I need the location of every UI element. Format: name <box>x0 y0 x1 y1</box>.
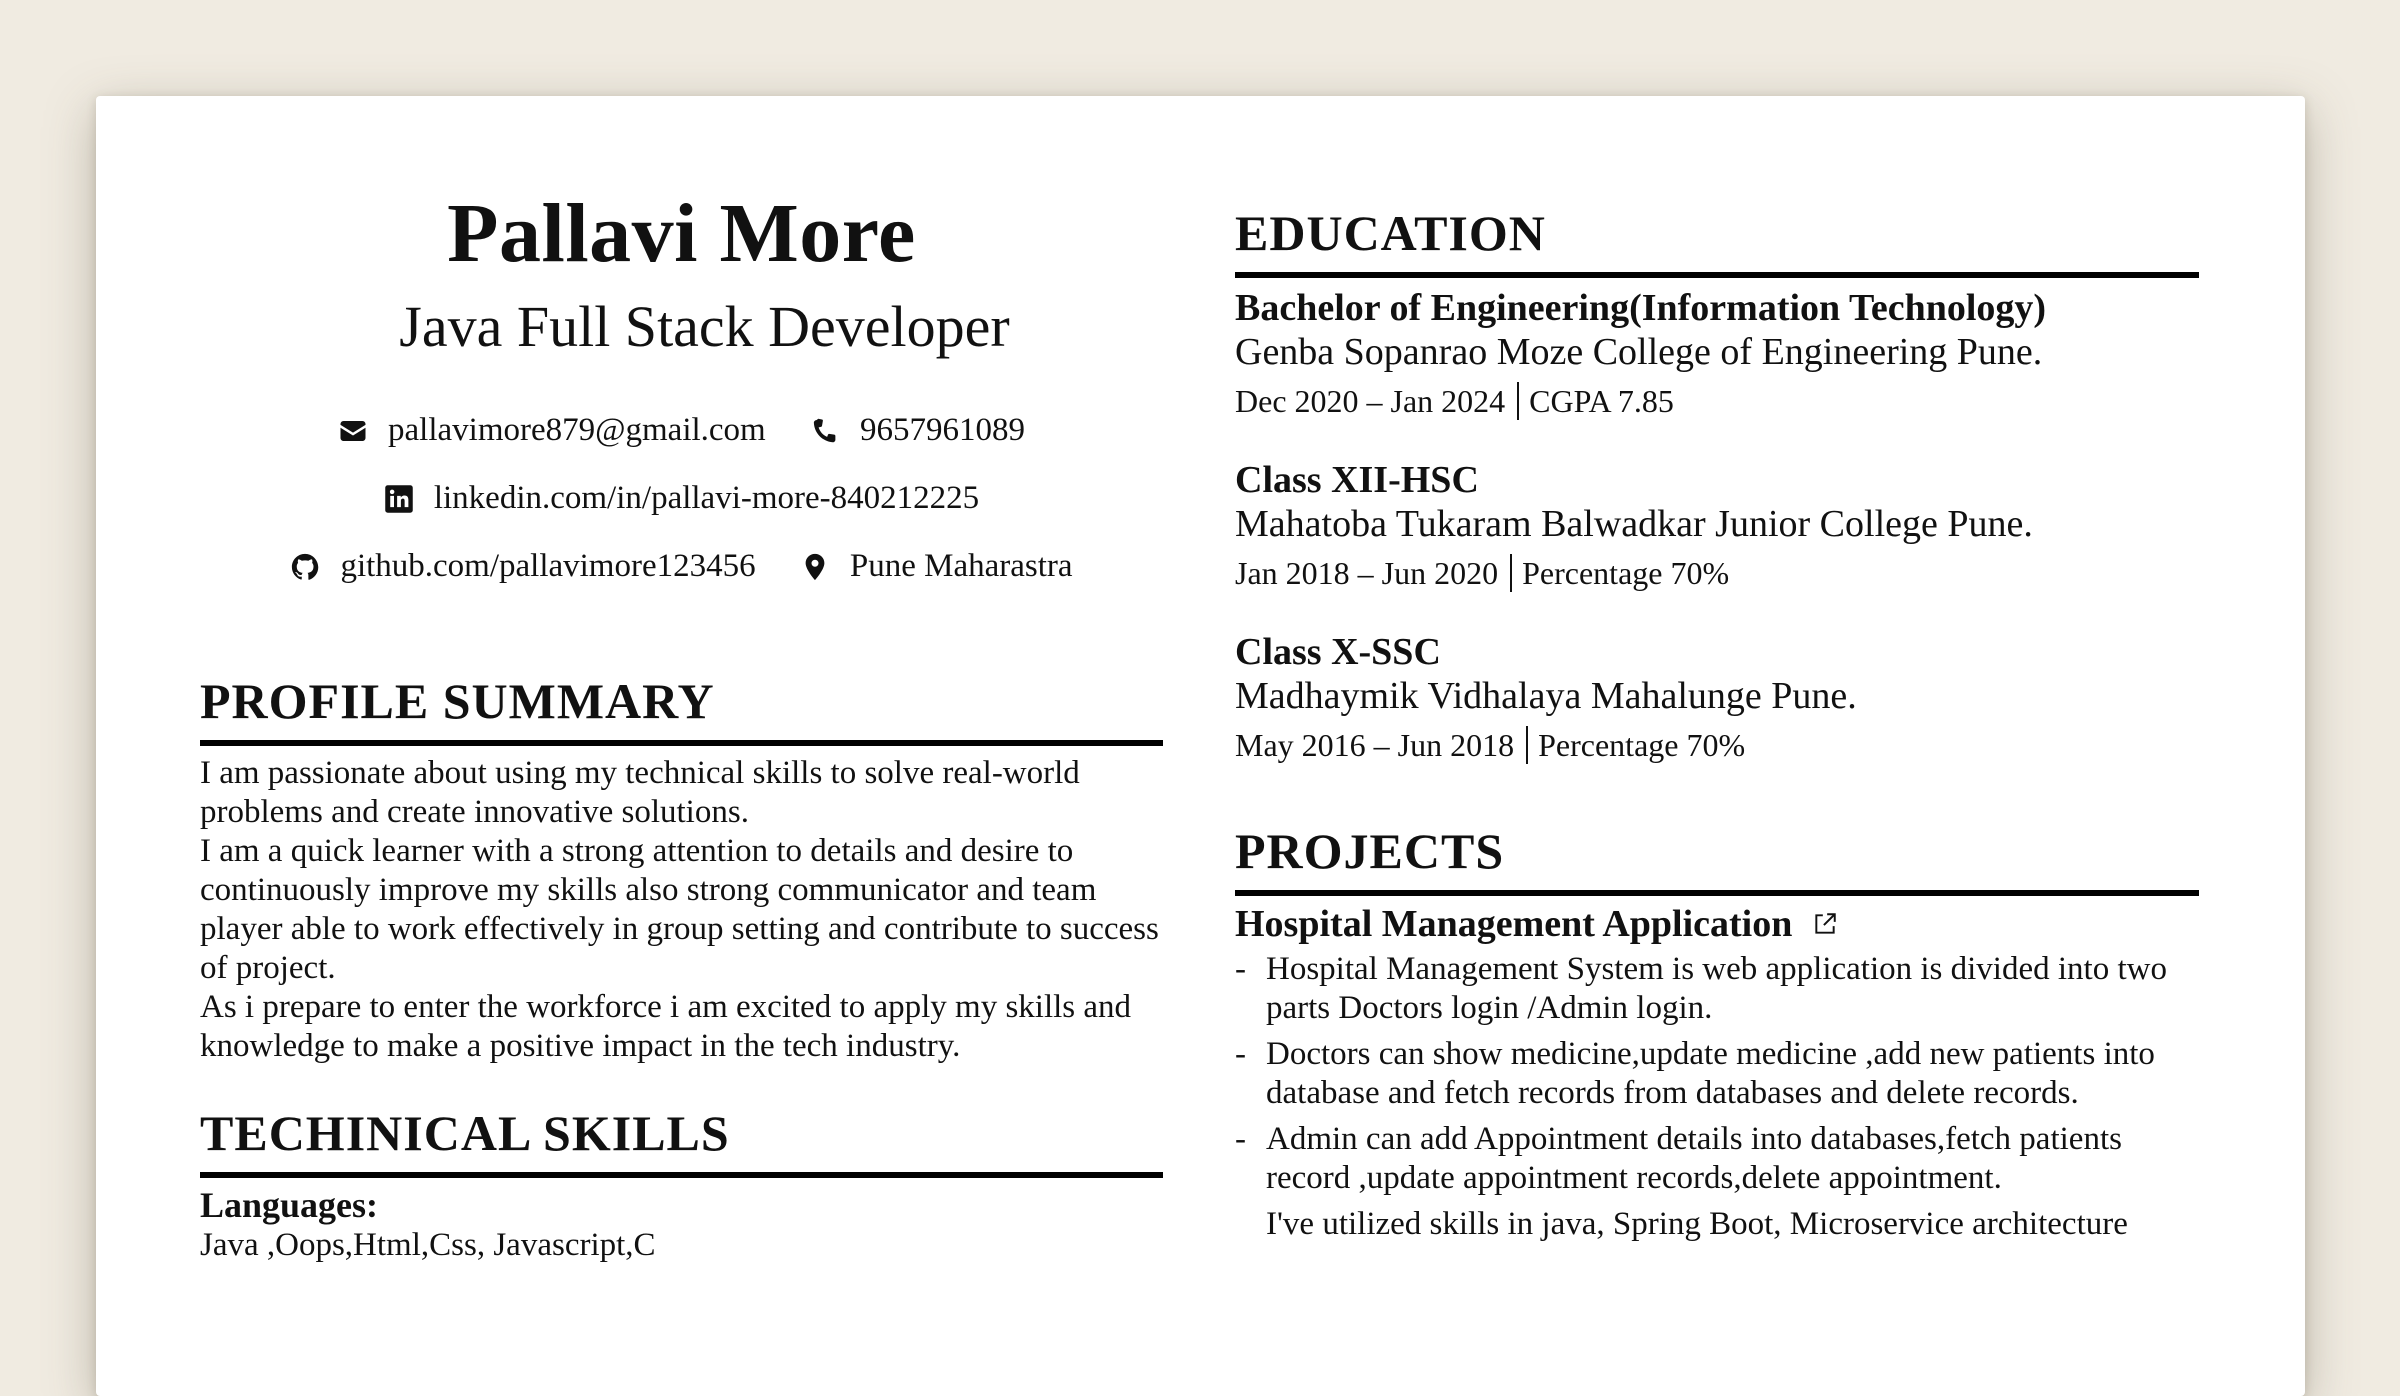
education-school: Genba Sopanrao Moze College of Engineering Pune. <box>1235 331 2043 373</box>
email-text: pallavimore879@gmail.com <box>388 412 766 448</box>
education-degree: Class X-SSC <box>1235 631 1441 673</box>
contact-row-1 <box>200 414 1163 453</box>
skill-group-value: Java ,Oops,Html,Css, Javascript,C <box>200 1227 656 1263</box>
education-degree: Class XII-HSC <box>1235 459 1479 501</box>
github-icon <box>290 552 320 582</box>
contact-location <box>800 550 1073 583</box>
map-pin-icon <box>800 552 830 582</box>
summary-paragraph: I am a quick learner with a strong attention to details and desire to continuously improve my skills also strong communicator and team player able to work effectively in group setting and contribute to success of project. <box>200 833 1159 986</box>
education-score: Percentage 70% <box>1522 555 1730 591</box>
list-item <box>1235 1120 2199 1198</box>
contact-row-3 <box>200 550 1163 589</box>
education-dates: May 2016 – Jun 2018 <box>1235 727 1515 763</box>
profile-summary-text <box>200 754 1163 1066</box>
contact-github[interactable] <box>290 550 755 583</box>
separator <box>1526 726 1528 764</box>
education-meta <box>1235 374 2199 428</box>
education-dates: Dec 2020 – Jan 2024 <box>1235 383 1506 419</box>
education-item <box>1235 458 2199 600</box>
contact-email[interactable] <box>338 414 766 447</box>
education-score: CGPA 7.85 <box>1529 383 1674 419</box>
education-item <box>1235 286 2199 428</box>
summary-paragraph: I am passionate about using my technical skills to solve real-world problems and create innovative solutions. <box>200 755 1080 830</box>
location-text: Pune Maharastra <box>849 548 1073 584</box>
separator <box>1510 554 1512 592</box>
project-title[interactable] <box>1235 902 1838 946</box>
education-item <box>1235 630 2199 772</box>
resume-page <box>96 96 2305 1396</box>
envelope-icon <box>338 416 368 446</box>
bullet-dash: - <box>1235 951 1246 987</box>
list-item <box>1235 950 2199 1028</box>
phone-icon <box>810 416 840 446</box>
list-item <box>1235 1205 2199 1244</box>
list-item <box>1235 1035 2199 1113</box>
job-title: Java Full Stack Developer <box>399 294 1010 359</box>
github-text: github.com/pallavimore123456 <box>340 548 756 584</box>
education-meta <box>1235 546 2199 600</box>
phone-text: 9657961089 <box>859 412 1025 448</box>
bullet-text: Hospital Management System is web application is divided into two parts Doctors login /Admin login. <box>1266 951 2167 1026</box>
bullet-dash: - <box>1235 1121 1246 1157</box>
contact-phone[interactable] <box>810 414 1025 447</box>
bullet-text: I've utilized skills in java, Spring Boot, Microservice architecture <box>1266 1206 2128 1242</box>
education-dates: Jan 2018 – Jun 2020 <box>1235 555 1499 591</box>
contact-row-2 <box>200 482 1163 521</box>
separator <box>1517 382 1519 420</box>
section-heading-technical-skills: TECHINICAL SKILLS <box>200 1108 1163 1178</box>
education-school: Mahatoba Tukaram Balwadkar Junior College Pune. <box>1235 503 2033 545</box>
bullet-text: Doctors can show medicine,update medicine ,add new patients into database and fetch records from databases and delete records. <box>1266 1036 2155 1111</box>
skill-group-label: Languages: <box>200 1185 379 1225</box>
linkedin-text: linkedin.com/in/pallavi-more-840212225 <box>433 480 980 516</box>
section-heading-projects: PROJECTS <box>1235 826 2199 896</box>
section-heading-education: EDUCATION <box>1235 208 2199 278</box>
section-heading-profile-summary: PROFILE SUMMARY <box>200 676 1163 746</box>
external-link-icon[interactable] <box>1812 911 1838 937</box>
education-score: Percentage 70% <box>1538 727 1746 763</box>
bullet-text: Admin can add Appointment details into databases,fetch patients record ,update appointment records,delete appointment. <box>1266 1121 2122 1196</box>
education-degree: Bachelor of Engineering(Information Technology) <box>1235 287 2047 329</box>
project-title-text: Hospital Management Application <box>1235 903 1793 945</box>
linkedin-icon <box>384 484 414 514</box>
candidate-name: Pallavi More <box>447 187 916 280</box>
summary-paragraph: As i prepare to enter the workforce i am excited to apply my skills and knowledge to make a positive impact in the tech industry. <box>200 989 1132 1064</box>
bullet-dash: - <box>1235 1036 1246 1072</box>
education-school: Madhaymik Vidhalaya Mahalunge Pune. <box>1235 675 1857 717</box>
contact-linkedin[interactable] <box>384 482 979 515</box>
education-meta <box>1235 718 2199 772</box>
project-bullets <box>1235 950 2199 1251</box>
